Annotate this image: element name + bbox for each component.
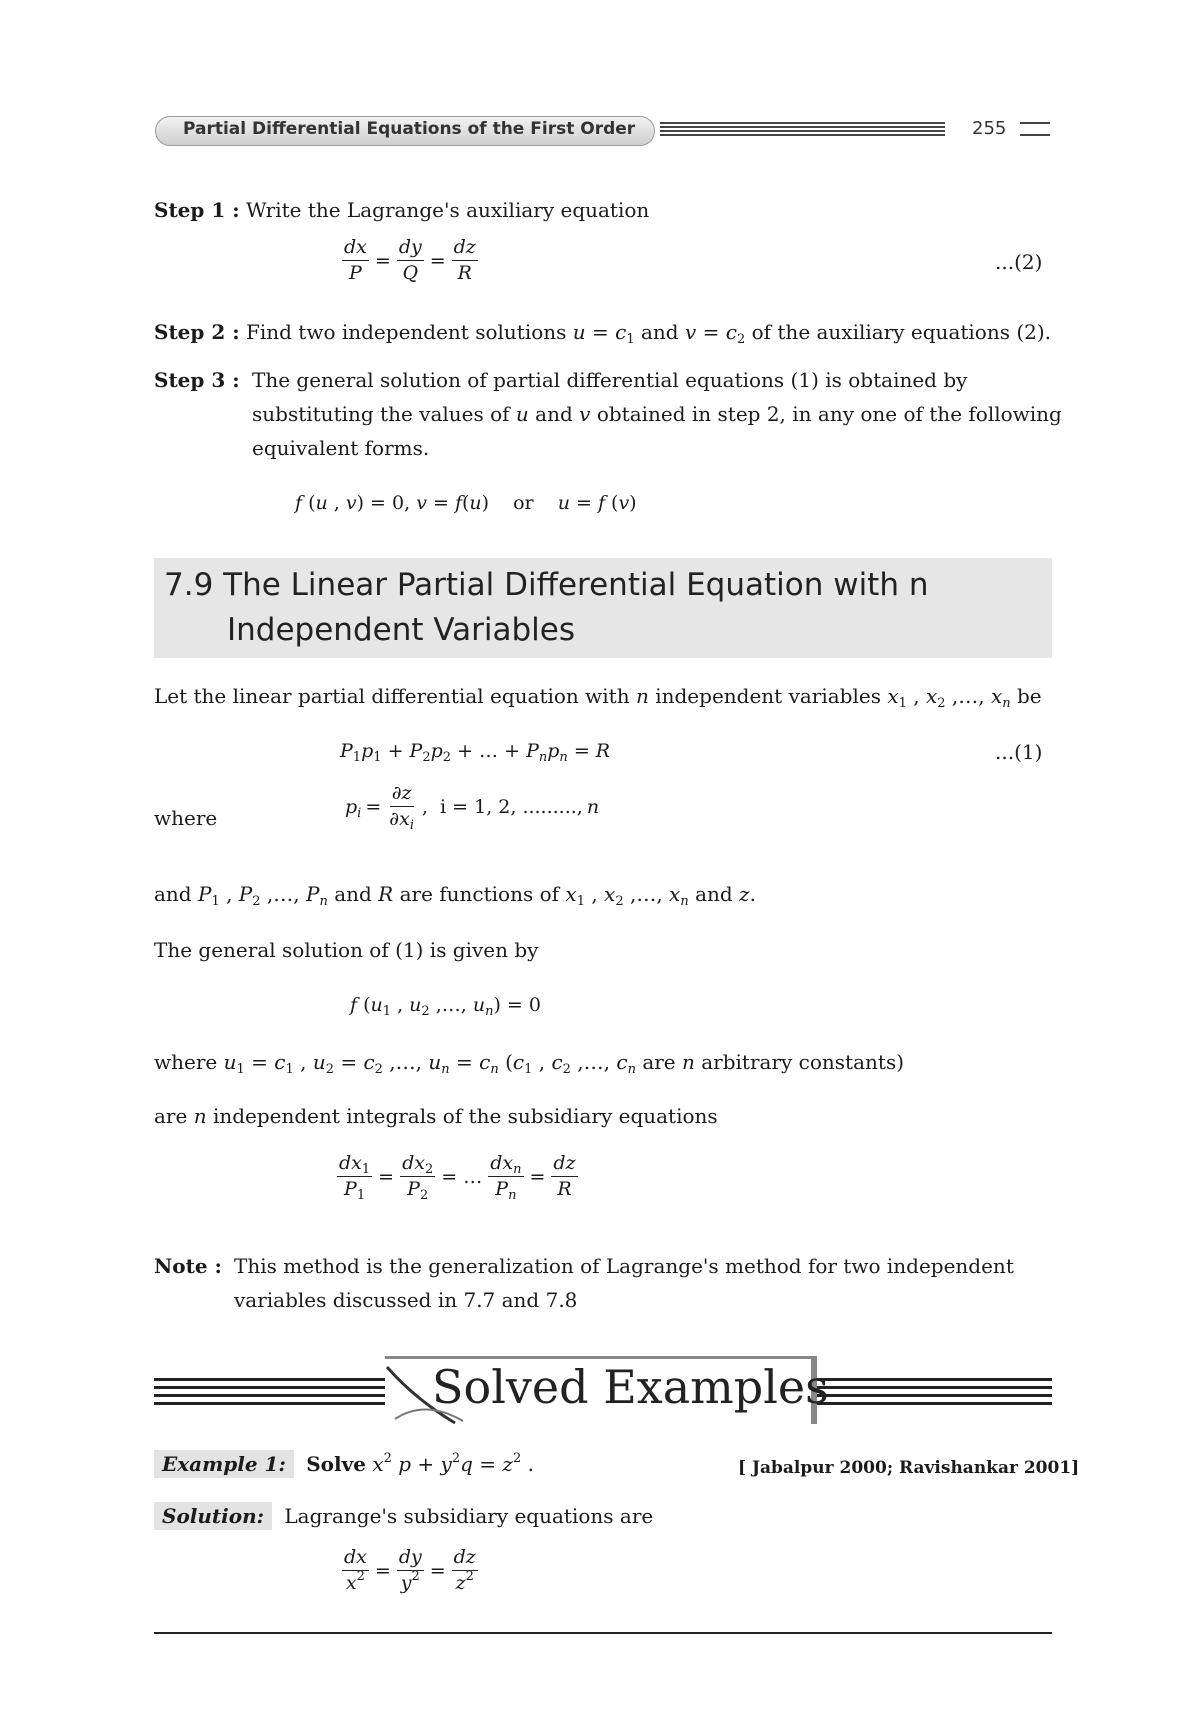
footer-rule — [154, 1632, 1052, 1634]
step-2: Step 2 : Find two independent solutions $u = c_1$ and $v = c_2$ of the auxiliary equations (2). — [154, 320, 1052, 347]
banner-right-rule-3 — [817, 1394, 1052, 1397]
equation-number-2: ...(2) — [995, 250, 1043, 274]
page-number: 255 — [968, 118, 1010, 139]
note-line-2: variables discussed in 7.7 and 7.8 — [234, 1288, 578, 1312]
step-3-text-b: and — [535, 402, 573, 426]
step-3-line-1: The general solution of partial differential equations (1) is obtained by — [252, 368, 968, 392]
solution-text: Lagrange's subsidiary equations are — [284, 1504, 654, 1528]
or-word: or — [513, 492, 534, 514]
intro-text-c: be — [1017, 684, 1042, 708]
header-rule — [660, 122, 945, 128]
general-solution-text: The general solution of (1) is given by — [154, 938, 539, 962]
step-3-text-a: substituting the values of — [252, 402, 510, 426]
step-1 — [154, 194, 649, 226]
equation-number-1: ...(1) — [995, 740, 1043, 764]
functions-text-c: are functions of — [399, 882, 560, 906]
example-1: Example 1: Solve $x^2$ $p + y^2q = z^2$ . — [154, 1448, 534, 1480]
step-2-and: and — [640, 320, 679, 344]
banner-left-rule-1 — [154, 1378, 386, 1381]
example-1-label: Example 1: — [154, 1450, 294, 1478]
example-1-reference: [ Jabalpur 2000; Ravishankar 2001] — [738, 1458, 1080, 1478]
functions-text-b: and — [334, 882, 372, 906]
note-label: Note : — [154, 1254, 222, 1278]
note-label-row — [154, 1250, 222, 1282]
linear-pde-equation: $P_1p_1 + P_2p_2$ + … + $P_np_n = R$ — [340, 740, 611, 765]
functions-text-d: and — [695, 882, 733, 906]
example-1-solve: Solve — [306, 1452, 366, 1476]
banner-right-rule-1 — [817, 1378, 1052, 1381]
intro-paragraph: Let the linear partial differential equation with n independent variables $x_1$ , $x_2$ ,…, $x_n$ be — [154, 684, 1042, 711]
step-3-line-3: equivalent forms. — [252, 436, 430, 460]
integrals-text-b: are — [642, 1050, 676, 1074]
independent-text-a: are — [154, 1104, 188, 1128]
functions-text-a: and — [154, 882, 192, 906]
section-heading — [164, 563, 1044, 653]
step-3-label-row — [154, 364, 240, 396]
solution-subsidiary-equation: $\frac{dx}{x^2}$ = $\frac{dy}{y^2}$ = $\frac{dz}{z^2}$ — [344, 1546, 476, 1594]
functions-line: and $P_1$ , $P_2$ ,…, $P_n$ and R are functions of $x_1$ , $x_2$ ,…, $x_n$ and z. — [154, 882, 756, 909]
intro-text-a: Let the linear partial differential equation with — [154, 684, 630, 708]
solved-examples-title: Solved Examples — [432, 1360, 829, 1414]
equivalent-forms: f (u , v) = 0, v = f(u) or u = f (v) — [295, 492, 637, 514]
auxiliary-equation: $\frac{dx}{P}$ = $\frac{dy}{Q}$ = $\frac{dz}{R}$ — [344, 236, 476, 284]
index-range: i = 1, 2, ........., — [440, 795, 583, 818]
general-solution-equation: f ($u_1$ , $u_2$ ,…, $u_n) = 0$ — [350, 994, 541, 1019]
subsidiary-equations: $\frac{dx_1}{P_1}$ = $\frac{dx_2}{P_2}$ = … $\frac{dx_n}{P_n}$ = $\frac{dz}{R}$ — [339, 1152, 576, 1203]
step-3-label: Step 3 : — [154, 368, 240, 392]
step-2-label: Step 2 : — [154, 320, 240, 344]
integrals-text-c: arbitrary constants) — [701, 1050, 905, 1074]
solution-label: Solution: — [154, 1502, 272, 1530]
solution — [154, 1500, 653, 1532]
header-rule-end — [1020, 122, 1050, 136]
note-line-1: This method is the generalization of Lagrange's method for two independent — [234, 1254, 1014, 1278]
step-1-label: Step 1 : — [154, 198, 240, 222]
independent-text-b: independent integrals of the subsidiary equations — [212, 1104, 718, 1128]
step-3-line-2: substituting the values of u and v obtained in step 2, in any one of the following — [252, 402, 1062, 426]
section-heading-line-2: Independent Variables — [227, 612, 576, 648]
banner-right-rule-4 — [817, 1402, 1052, 1405]
integrals-line: where $u_1 = c_1$ , $u_2 = c_2$ ,…, $u_n = c_n$ ($c_1$ , $c_2$ ,…, $c_n$ are n arbitrary constants) — [154, 1050, 905, 1077]
integrals-text-a: where — [154, 1050, 218, 1074]
running-header-title: Partial Differential Equations of the First Order — [183, 119, 636, 139]
banner-left-rule-3 — [154, 1394, 386, 1397]
banner-right-rule-2 — [817, 1386, 1052, 1389]
banner-left-rule-4 — [154, 1402, 386, 1405]
step-3-text-c: obtained in step 2, in any one of the following — [596, 402, 1062, 426]
where-label: where — [154, 806, 218, 830]
section-heading-line-1: 7.9 The Linear Partial Differential Equation with n — [164, 567, 929, 603]
pi-definition: $p_i$ = $\frac{\partial z}{\partial x_i}$ , i = 1, 2, ........., n — [345, 782, 600, 833]
header-rule-lower — [660, 130, 945, 136]
step-1-text: Write the Lagrange's auxiliary equation — [245, 198, 650, 222]
intro-text-b: independent variables — [655, 684, 881, 708]
step-2-text: Find two independent solutions — [245, 320, 567, 344]
step-2-text-end: of the auxiliary equations (2). — [751, 320, 1052, 344]
independent-integrals-line: are n independent integrals of the subsidiary equations — [154, 1104, 718, 1128]
banner-left-rule-2 — [154, 1386, 386, 1389]
